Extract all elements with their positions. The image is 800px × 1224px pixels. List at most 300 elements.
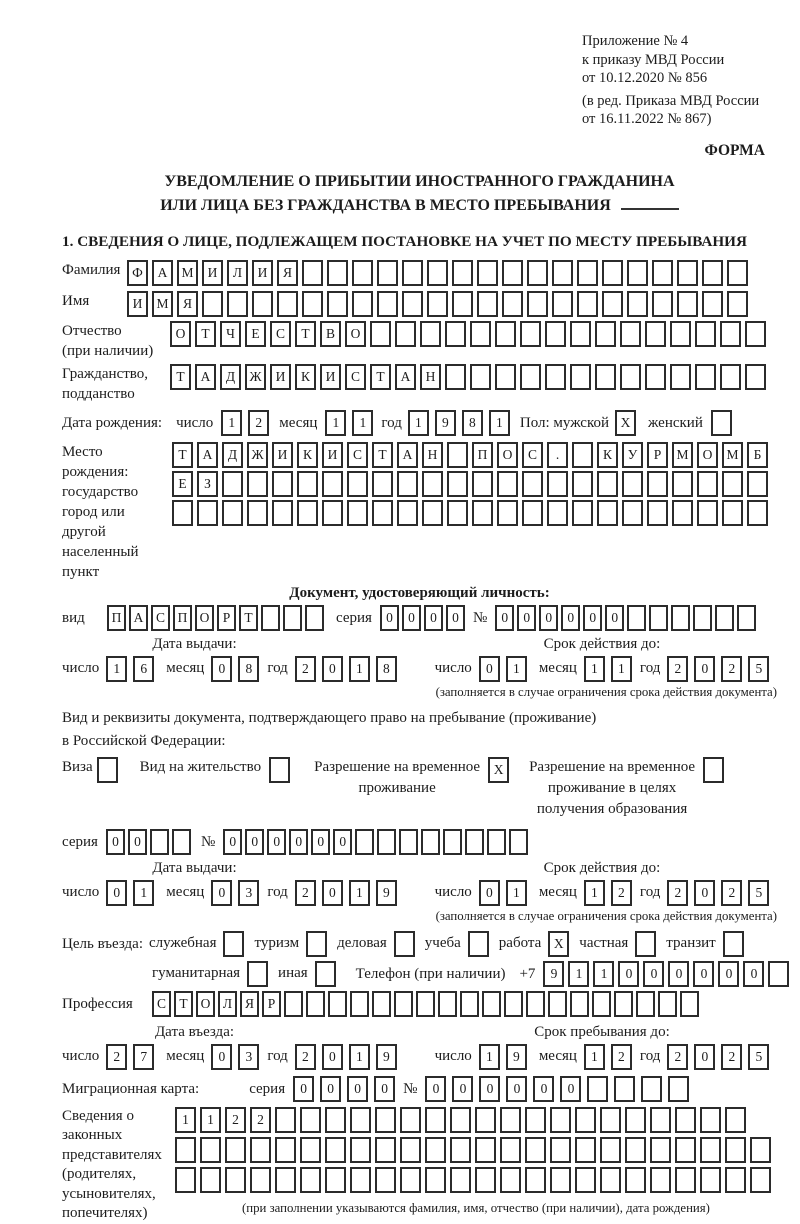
char-cell[interactable] — [399, 829, 418, 855]
char-cell[interactable] — [377, 260, 398, 286]
char-cell[interactable] — [495, 321, 516, 347]
char-cell[interactable]: 0 — [424, 605, 443, 631]
char-cell[interactable] — [425, 1167, 446, 1193]
char-cell[interactable]: И — [272, 442, 293, 468]
char-cell[interactable]: Н — [422, 442, 443, 468]
char-cell[interactable] — [520, 321, 541, 347]
char-cell[interactable] — [600, 1167, 621, 1193]
char-cell[interactable] — [306, 931, 327, 957]
char-cell[interactable] — [550, 1167, 571, 1193]
char-cell[interactable] — [672, 500, 693, 526]
char-cell[interactable] — [614, 1076, 635, 1102]
char-cell[interactable] — [725, 1107, 746, 1133]
char-cell[interactable]: 9 — [376, 880, 397, 906]
char-cell[interactable]: 1 — [479, 1044, 500, 1070]
char-cell[interactable]: 1 — [584, 656, 605, 682]
char-cell[interactable]: 0 — [495, 605, 514, 631]
char-cell[interactable]: З — [197, 471, 218, 497]
char-cell[interactable]: Р — [217, 605, 236, 631]
char-cell[interactable] — [247, 961, 268, 987]
char-cell[interactable]: 0 — [374, 1076, 395, 1102]
char-cell[interactable] — [247, 471, 268, 497]
char-cell[interactable] — [225, 1167, 246, 1193]
char-cell[interactable] — [550, 1107, 571, 1133]
char-cell[interactable]: 1 — [221, 410, 242, 436]
char-cell[interactable] — [394, 991, 413, 1017]
char-cell[interactable] — [675, 1107, 696, 1133]
char-cell[interactable] — [627, 260, 648, 286]
char-cell[interactable] — [223, 931, 244, 957]
char-cell[interactable] — [627, 605, 646, 631]
char-cell[interactable] — [502, 291, 523, 317]
char-cell[interactable] — [300, 1107, 321, 1133]
char-cell[interactable] — [548, 991, 567, 1017]
char-cell[interactable] — [527, 260, 548, 286]
char-cell[interactable]: X — [548, 931, 569, 957]
char-cell[interactable] — [720, 364, 741, 390]
char-cell[interactable] — [552, 291, 573, 317]
char-cell[interactable]: Р — [262, 991, 281, 1017]
char-cell[interactable]: И — [322, 442, 343, 468]
char-cell[interactable] — [497, 500, 518, 526]
char-cell[interactable] — [572, 471, 593, 497]
char-cell[interactable] — [652, 291, 673, 317]
char-cell[interactable] — [587, 1076, 608, 1102]
char-cell[interactable] — [175, 1137, 196, 1163]
char-cell[interactable] — [252, 291, 273, 317]
char-cell[interactable] — [447, 471, 468, 497]
char-cell[interactable] — [328, 991, 347, 1017]
char-cell[interactable]: С — [345, 364, 366, 390]
char-cell[interactable]: 0 — [694, 656, 715, 682]
char-cell[interactable] — [625, 1167, 646, 1193]
char-cell[interactable] — [275, 1137, 296, 1163]
char-cell[interactable] — [641, 1076, 662, 1102]
char-cell[interactable] — [322, 500, 343, 526]
char-cell[interactable]: Я — [177, 291, 198, 317]
char-cell[interactable]: 8 — [238, 656, 259, 682]
char-cell[interactable]: 1 — [349, 880, 370, 906]
char-cell[interactable] — [475, 1137, 496, 1163]
char-cell[interactable]: 0 — [320, 1076, 341, 1102]
char-cell[interactable]: 0 — [380, 605, 399, 631]
char-cell[interactable] — [625, 1107, 646, 1133]
char-cell[interactable] — [527, 291, 548, 317]
char-cell[interactable]: 0 — [322, 880, 343, 906]
char-cell[interactable]: 1 — [349, 656, 370, 682]
char-cell[interactable]: 0 — [560, 1076, 581, 1102]
char-cell[interactable] — [272, 500, 293, 526]
char-cell[interactable] — [502, 260, 523, 286]
char-cell[interactable] — [504, 991, 523, 1017]
char-cell[interactable]: М — [672, 442, 693, 468]
char-cell[interactable] — [452, 291, 473, 317]
char-cell[interactable] — [322, 471, 343, 497]
char-cell[interactable] — [509, 829, 528, 855]
char-cell[interactable]: 0 — [333, 829, 352, 855]
char-cell[interactable]: 1 — [506, 656, 527, 682]
char-cell[interactable] — [575, 1137, 596, 1163]
char-cell[interactable] — [645, 321, 666, 347]
char-cell[interactable] — [622, 500, 643, 526]
char-cell[interactable] — [277, 291, 298, 317]
char-cell[interactable]: 1 — [611, 656, 632, 682]
char-cell[interactable]: Д — [222, 442, 243, 468]
char-cell[interactable] — [597, 471, 618, 497]
char-cell[interactable]: С — [151, 605, 170, 631]
char-cell[interactable]: А — [197, 442, 218, 468]
char-cell[interactable]: 0 — [245, 829, 264, 855]
char-cell[interactable] — [425, 1137, 446, 1163]
char-cell[interactable]: О — [170, 321, 191, 347]
char-cell[interactable]: 0 — [668, 961, 689, 987]
char-cell[interactable]: С — [152, 991, 171, 1017]
char-cell[interactable] — [250, 1167, 271, 1193]
char-cell[interactable]: Ж — [247, 442, 268, 468]
char-cell[interactable]: 2 — [667, 880, 688, 906]
char-cell[interactable] — [445, 321, 466, 347]
char-cell[interactable] — [722, 471, 743, 497]
char-cell[interactable] — [658, 991, 677, 1017]
char-cell[interactable]: 5 — [748, 880, 769, 906]
char-cell[interactable] — [693, 605, 712, 631]
char-cell[interactable] — [652, 260, 673, 286]
char-cell[interactable]: 0 — [106, 880, 127, 906]
char-cell[interactable] — [602, 291, 623, 317]
char-cell[interactable] — [325, 1167, 346, 1193]
char-cell[interactable]: П — [472, 442, 493, 468]
char-cell[interactable]: 0 — [311, 829, 330, 855]
char-cell[interactable]: 2 — [721, 656, 742, 682]
char-cell[interactable] — [297, 500, 318, 526]
char-cell[interactable]: С — [270, 321, 291, 347]
char-cell[interactable] — [500, 1167, 521, 1193]
char-cell[interactable] — [495, 364, 516, 390]
char-cell[interactable] — [597, 500, 618, 526]
char-cell[interactable]: 1 — [325, 410, 346, 436]
char-cell[interactable] — [625, 1137, 646, 1163]
char-cell[interactable]: А — [129, 605, 148, 631]
char-cell[interactable] — [577, 291, 598, 317]
char-cell[interactable] — [600, 1107, 621, 1133]
char-cell[interactable] — [150, 829, 169, 855]
char-cell[interactable] — [570, 991, 589, 1017]
char-cell[interactable]: 6 — [133, 656, 154, 682]
char-cell[interactable]: 1 — [352, 410, 373, 436]
char-cell[interactable] — [325, 1107, 346, 1133]
char-cell[interactable] — [370, 321, 391, 347]
char-cell[interactable] — [397, 471, 418, 497]
char-cell[interactable] — [575, 1167, 596, 1193]
char-cell[interactable] — [402, 260, 423, 286]
char-cell[interactable]: О — [196, 991, 215, 1017]
char-cell[interactable] — [327, 291, 348, 317]
char-cell[interactable] — [202, 291, 223, 317]
char-cell[interactable]: 0 — [506, 1076, 527, 1102]
char-cell[interactable] — [700, 1167, 721, 1193]
char-cell[interactable] — [284, 991, 303, 1017]
char-cell[interactable] — [550, 1137, 571, 1163]
char-cell[interactable] — [315, 961, 336, 987]
char-cell[interactable]: 9 — [435, 410, 456, 436]
char-cell[interactable]: М — [152, 291, 173, 317]
char-cell[interactable]: И — [202, 260, 223, 286]
char-cell[interactable] — [668, 1076, 689, 1102]
char-cell[interactable] — [302, 260, 323, 286]
char-cell[interactable] — [750, 1137, 771, 1163]
char-cell[interactable] — [470, 321, 491, 347]
char-cell[interactable] — [300, 1167, 321, 1193]
char-cell[interactable] — [697, 471, 718, 497]
char-cell[interactable] — [700, 1107, 721, 1133]
char-cell[interactable]: X — [615, 410, 636, 436]
char-cell[interactable]: 2 — [667, 656, 688, 682]
char-cell[interactable]: 0 — [539, 605, 558, 631]
char-cell[interactable]: М — [177, 260, 198, 286]
char-cell[interactable]: Т — [172, 442, 193, 468]
char-cell[interactable] — [305, 605, 324, 631]
char-cell[interactable] — [680, 991, 699, 1017]
char-cell[interactable]: О — [697, 442, 718, 468]
char-cell[interactable] — [627, 291, 648, 317]
char-cell[interactable]: 0 — [289, 829, 308, 855]
char-cell[interactable] — [635, 931, 656, 957]
char-cell[interactable]: 0 — [743, 961, 764, 987]
char-cell[interactable]: 2 — [295, 656, 316, 682]
char-cell[interactable] — [725, 1137, 746, 1163]
char-cell[interactable] — [297, 471, 318, 497]
char-cell[interactable]: 0 — [479, 1076, 500, 1102]
char-cell[interactable] — [427, 260, 448, 286]
char-cell[interactable] — [600, 1137, 621, 1163]
char-cell[interactable] — [525, 1107, 546, 1133]
char-cell[interactable] — [552, 260, 573, 286]
char-cell[interactable] — [675, 1137, 696, 1163]
char-cell[interactable]: 1 — [349, 1044, 370, 1070]
char-cell[interactable]: В — [320, 321, 341, 347]
char-cell[interactable]: 2 — [721, 1044, 742, 1070]
char-cell[interactable] — [520, 364, 541, 390]
char-cell[interactable] — [269, 757, 290, 783]
char-cell[interactable] — [670, 364, 691, 390]
char-cell[interactable] — [402, 291, 423, 317]
char-cell[interactable] — [522, 471, 543, 497]
char-cell[interactable]: 2 — [721, 880, 742, 906]
char-cell[interactable] — [172, 500, 193, 526]
char-cell[interactable]: А — [397, 442, 418, 468]
char-cell[interactable] — [275, 1107, 296, 1133]
char-cell[interactable] — [200, 1167, 221, 1193]
char-cell[interactable] — [747, 500, 768, 526]
char-cell[interactable] — [443, 829, 462, 855]
char-cell[interactable] — [570, 321, 591, 347]
char-cell[interactable] — [438, 991, 457, 1017]
char-cell[interactable] — [526, 991, 545, 1017]
char-cell[interactable]: И — [270, 364, 291, 390]
char-cell[interactable] — [450, 1167, 471, 1193]
char-cell[interactable]: 1 — [200, 1107, 221, 1133]
char-cell[interactable] — [650, 1107, 671, 1133]
char-cell[interactable] — [222, 500, 243, 526]
char-cell[interactable] — [677, 291, 698, 317]
char-cell[interactable] — [450, 1107, 471, 1133]
char-cell[interactable] — [477, 260, 498, 286]
char-cell[interactable] — [222, 471, 243, 497]
char-cell[interactable] — [750, 1167, 771, 1193]
char-cell[interactable]: Я — [240, 991, 259, 1017]
char-cell[interactable] — [347, 500, 368, 526]
char-cell[interactable]: 0 — [128, 829, 147, 855]
char-cell[interactable]: 5 — [748, 1044, 769, 1070]
char-cell[interactable] — [300, 1137, 321, 1163]
char-cell[interactable] — [400, 1107, 421, 1133]
char-cell[interactable]: 1 — [593, 961, 614, 987]
char-cell[interactable] — [400, 1167, 421, 1193]
char-cell[interactable]: 0 — [517, 605, 536, 631]
char-cell[interactable] — [350, 991, 369, 1017]
char-cell[interactable] — [447, 442, 468, 468]
char-cell[interactable]: 0 — [479, 880, 500, 906]
char-cell[interactable]: 0 — [561, 605, 580, 631]
char-cell[interactable] — [347, 471, 368, 497]
char-cell[interactable] — [650, 1167, 671, 1193]
char-cell[interactable] — [575, 1107, 596, 1133]
char-cell[interactable] — [500, 1107, 521, 1133]
char-cell[interactable] — [737, 605, 756, 631]
char-cell[interactable] — [727, 260, 748, 286]
char-cell[interactable]: 1 — [584, 1044, 605, 1070]
char-cell[interactable] — [372, 991, 391, 1017]
char-cell[interactable] — [425, 1107, 446, 1133]
char-cell[interactable] — [468, 931, 489, 957]
char-cell[interactable] — [372, 471, 393, 497]
char-cell[interactable] — [572, 442, 593, 468]
char-cell[interactable] — [395, 321, 416, 347]
char-cell[interactable] — [250, 1137, 271, 1163]
char-cell[interactable] — [595, 321, 616, 347]
char-cell[interactable]: 0 — [694, 880, 715, 906]
char-cell[interactable]: 0 — [322, 1044, 343, 1070]
char-cell[interactable] — [375, 1137, 396, 1163]
char-cell[interactable] — [645, 364, 666, 390]
char-cell[interactable] — [377, 291, 398, 317]
char-cell[interactable] — [450, 1137, 471, 1163]
char-cell[interactable] — [547, 471, 568, 497]
char-cell[interactable]: . — [547, 442, 568, 468]
char-cell[interactable] — [350, 1107, 371, 1133]
char-cell[interactable] — [302, 291, 323, 317]
char-cell[interactable] — [727, 291, 748, 317]
char-cell[interactable]: 0 — [211, 1044, 232, 1070]
char-cell[interactable]: 0 — [425, 1076, 446, 1102]
char-cell[interactable] — [622, 471, 643, 497]
char-cell[interactable] — [394, 931, 415, 957]
char-cell[interactable] — [547, 500, 568, 526]
char-cell[interactable] — [725, 1167, 746, 1193]
char-cell[interactable] — [472, 500, 493, 526]
char-cell[interactable]: Ч — [220, 321, 241, 347]
char-cell[interactable]: Т — [174, 991, 193, 1017]
char-cell[interactable] — [595, 364, 616, 390]
char-cell[interactable]: 2 — [295, 1044, 316, 1070]
char-cell[interactable] — [482, 991, 501, 1017]
char-cell[interactable]: 8 — [462, 410, 483, 436]
char-cell[interactable] — [525, 1137, 546, 1163]
char-cell[interactable] — [572, 500, 593, 526]
char-cell[interactable] — [695, 364, 716, 390]
char-cell[interactable]: Т — [372, 442, 393, 468]
char-cell[interactable] — [421, 829, 440, 855]
char-cell[interactable] — [647, 471, 668, 497]
char-cell[interactable] — [500, 1137, 521, 1163]
char-cell[interactable] — [711, 410, 732, 436]
char-cell[interactable]: 3 — [238, 1044, 259, 1070]
char-cell[interactable]: 2 — [611, 880, 632, 906]
char-cell[interactable]: 0 — [693, 961, 714, 987]
char-cell[interactable]: X — [488, 757, 509, 783]
char-cell[interactable] — [420, 321, 441, 347]
char-cell[interactable] — [422, 500, 443, 526]
char-cell[interactable]: 0 — [479, 656, 500, 682]
char-cell[interactable] — [355, 829, 374, 855]
char-cell[interactable] — [525, 1167, 546, 1193]
char-cell[interactable]: 1 — [133, 880, 154, 906]
char-cell[interactable] — [545, 321, 566, 347]
char-cell[interactable]: 0 — [322, 656, 343, 682]
char-cell[interactable] — [671, 605, 690, 631]
char-cell[interactable] — [715, 605, 734, 631]
char-cell[interactable]: 0 — [605, 605, 624, 631]
char-cell[interactable]: 1 — [489, 410, 510, 436]
char-cell[interactable]: 0 — [211, 656, 232, 682]
char-cell[interactable]: Р — [647, 442, 668, 468]
char-cell[interactable]: 2 — [611, 1044, 632, 1070]
char-cell[interactable] — [703, 757, 724, 783]
char-cell[interactable]: 9 — [543, 961, 564, 987]
char-cell[interactable]: 3 — [238, 880, 259, 906]
char-cell[interactable] — [702, 291, 723, 317]
char-cell[interactable]: 0 — [211, 880, 232, 906]
char-cell[interactable] — [649, 605, 668, 631]
char-cell[interactable]: 8 — [376, 656, 397, 682]
char-cell[interactable]: А — [152, 260, 173, 286]
char-cell[interactable]: А — [195, 364, 216, 390]
char-cell[interactable] — [487, 829, 506, 855]
char-cell[interactable] — [472, 471, 493, 497]
char-cell[interactable] — [475, 1167, 496, 1193]
char-cell[interactable]: Е — [172, 471, 193, 497]
char-cell[interactable] — [672, 471, 693, 497]
char-cell[interactable] — [350, 1167, 371, 1193]
char-cell[interactable]: О — [497, 442, 518, 468]
char-cell[interactable]: 0 — [718, 961, 739, 987]
char-cell[interactable]: К — [295, 364, 316, 390]
char-cell[interactable] — [747, 471, 768, 497]
char-cell[interactable] — [722, 500, 743, 526]
char-cell[interactable] — [325, 1137, 346, 1163]
char-cell[interactable]: 0 — [643, 961, 664, 987]
char-cell[interactable]: П — [173, 605, 192, 631]
char-cell[interactable] — [416, 991, 435, 1017]
char-cell[interactable]: С — [347, 442, 368, 468]
char-cell[interactable]: 1 — [568, 961, 589, 987]
char-cell[interactable]: Л — [218, 991, 237, 1017]
char-cell[interactable]: Л — [227, 260, 248, 286]
char-cell[interactable] — [570, 364, 591, 390]
char-cell[interactable]: С — [522, 442, 543, 468]
char-cell[interactable] — [647, 500, 668, 526]
char-cell[interactable] — [695, 321, 716, 347]
